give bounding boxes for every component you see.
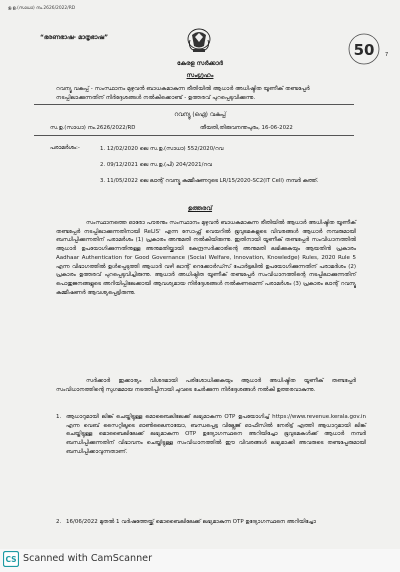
reference-num: 3. <box>100 178 106 184</box>
reference-item <box>100 161 370 170</box>
subject-text: റവന്യൂ വകുപ്പ് - സംസ്ഥാനം മുഴുവൻ ബാധകമാകുന്ന രീതിയിൽ ആധാർ അധിഷ്ഠിത യൂണീക് തണ്ടപ്പേർ നടപ്പിലാക്കുന്നതിന് നിർദ്ദേശങ്ങൾ നൽകിക്കൊണ്ട് - ഉത്തരവ് പുറപ്പെടുവിക്കുന്നു. <box>56 86 310 101</box>
order-item-num: 2. <box>56 519 62 525</box>
camscanner-logo-text: CS <box>5 555 17 565</box>
reference-number-header: ഉ.ഉ.(സാധാ) നം.2626/2022/RD <box>8 6 76 11</box>
department-name: റവന്യൂ (ഐ) വകുപ്പ് <box>174 112 226 118</box>
order-item-text: ആധാറുമായി ലിങ്ക് ചെയ്തിട്ടുള്ള മൊബൈലിലേക്ക് ലഭ്യമാകുന്ന OTP ഉപയോഗിച്ച് https://www.revenue.kerala.gov.in എന്ന വെബ് സൈറ്റിലൂടെ ഓൺലൈനായോ, ബന്ധപ്പെട്ട വില്ലേജ് ഓഫീസിൽ നേരിട്ട് എത്തി ആധാറുമായി ലിങ്ക് ചെയ്തിട്ടുള്ള മൊബൈലിലേക്ക് ലഭ്യമാകുന്ന OTP ഉദ്യോഗസ്ഥനെ അറിയിച്ചോ ഭൂവുടമകൾക്ക് ആധാർ നമ്പർ ബന്ധിപ്പിക്കുന്നതിന് വിഭാവനം ചെയ്തിട്ടുള്ള സംവിധാനത്തിൽ ഈ വിവരങ്ങൾ ലഭ്യമാക്കി അവരുടെ തണ്ടപ്പേരുമായി ബന്ധിപ്പിക്കാവുന്നതാണ്. <box>66 414 366 455</box>
reference-text: 09/12/2021 ലെ സ.ഉ.(പി) 204/2021/റവ <box>106 162 212 168</box>
reference-text: 11/05/2022 ലെ ലാന്റ് റവന്യൂ കമ്മീഷണറുടെ LR/15/2020-SC2(IT Cell) നമ്പർ കത്ത്. <box>106 178 319 184</box>
order-paragraph: സർക്കാർ ഇക്കാര്യം വിശദമായി പരിശോധിക്കുകയും ആധാർ അധിഷ്ഠിത യൂണീക് തണ്ടപ്പേർ സംവിധാനത്തിന്റെ സുഗമമായ നടത്തിപ്പിനായി ചുവടെ ചേർക്കുന്ന നിർദ്ദേശങ്ങൾ നൽകി ഉത്തരവാകുന്നു. <box>56 378 356 393</box>
government-name: കേരള സർക്കാർ <box>177 60 223 67</box>
page-number: 7 <box>385 52 389 58</box>
references-label: പരാമർശം:- <box>50 145 80 151</box>
divider-top <box>34 104 354 105</box>
order-item-num: 1. <box>56 414 62 420</box>
reference-item <box>100 145 370 154</box>
reference-item <box>100 177 370 186</box>
order-heading: ഉത്തരവ് <box>187 205 213 212</box>
motto: “ഭരണഭാഷ- മാതൃഭാഷ” <box>40 34 109 41</box>
anniversary-numeral: 50 <box>353 41 375 59</box>
reference-num: 1. <box>100 146 106 152</box>
order-number: സ.ഉ.(സാധാ) നം.2626/2022/RD <box>50 125 136 131</box>
order-date: തീയതി,തിരുവനന്തപുരം, 16-06-2022 <box>200 125 293 131</box>
camscanner-logo-icon <box>3 551 19 567</box>
kerala-emblem-icon <box>186 27 212 57</box>
reference-num: 2. <box>100 162 106 168</box>
order-item-text: 16/06/2022 മുതൽ 1 വർഷത്തേയ്ക്ക് മൊബൈലിലേക്ക് ലഭ്യമാകുന്ന OTP ഉദ്യോഗസ്ഥനെ അറിയിച്ചോ <box>66 519 316 525</box>
divider-middle <box>34 135 354 136</box>
reference-text: 12/02/2020 ലെ സ.ഉ.(സാധാ) 552/2020/റവ <box>106 146 224 152</box>
abstract-heading: സംഗ്രഹം <box>186 72 214 79</box>
camscanner-text: Scanned with CamScanner <box>23 553 153 564</box>
order-paragraph: സംസ്ഥാനത്തെ ഓരോ പൗരനും സംസ്ഥാനം മുഴുവൻ ബാധകമാകുന്ന രീതിയിൽ ആധാർ അധിഷ്ഠിത യൂണീക് തണ്ടപ്പേർ നടപ്പിലാക്കുന്നതിനായി ReLIS' എന്ന സോഫ്റ്റ് വെയറിൽ ഭൂവുടമകളുടെ വിവരങ്ങൾ ആധാർ നമ്പരുമായി ബന്ധിപ്പിക്കുന്നതിന് പരാമർശം (1) പ്രകാരം അനുമതി നൽകിയിരുന്നു. ഇതിനായി യൂണീക് തണ്ടപ്പേർ സംവിധാനത്തിൽ ആധാർ ഉപയോഗിക്കുന്നതിനുള്ള അനുമതിയ്ക്കായി കേന്ദ്രസർക്കാരിന്റെ അനുമതി ലഭിക്കുകയും ആയതിൻ പ്രകാരം Aadhaar Authentication for Good Governance (Social Welfare, Innovation, Knowledge) Rules, 2020 Rule 5 എന്ന വിഭാഗത്തിൽ ഉൾപ്പെടുത്തി ആധാർ വഴി ലാന്റ് റെക്കോർഡ്സ് പോർട്ടലിൽ ഉപയോഗിക്കുന്നതിന് പരാമർശം (2) പ്രകാരം ഉത്തരവ് പുറപ്പെടുവിച്ചിരുന്നു. ആധാർ അധിഷ്ഠിത യൂണീക് തണ്ടപ്പേർ സംവിധാനത്തിന്റെ നടപ്പിലാക്കുന്നതിന് പൊതുജനങ്ങളുടെ അറിയിപ്പിലേക്കായി ആവശ്യമായ നിർദ്ദേശങ്ങൾ നൽകണമെന്ന് പരാമർശം (3) പ്രകാരം ലാന്റ് റവന്യൂ കമ്മീഷണർ ആവശ്യപ്പെട്ടിരുന്നു. <box>56 220 356 296</box>
